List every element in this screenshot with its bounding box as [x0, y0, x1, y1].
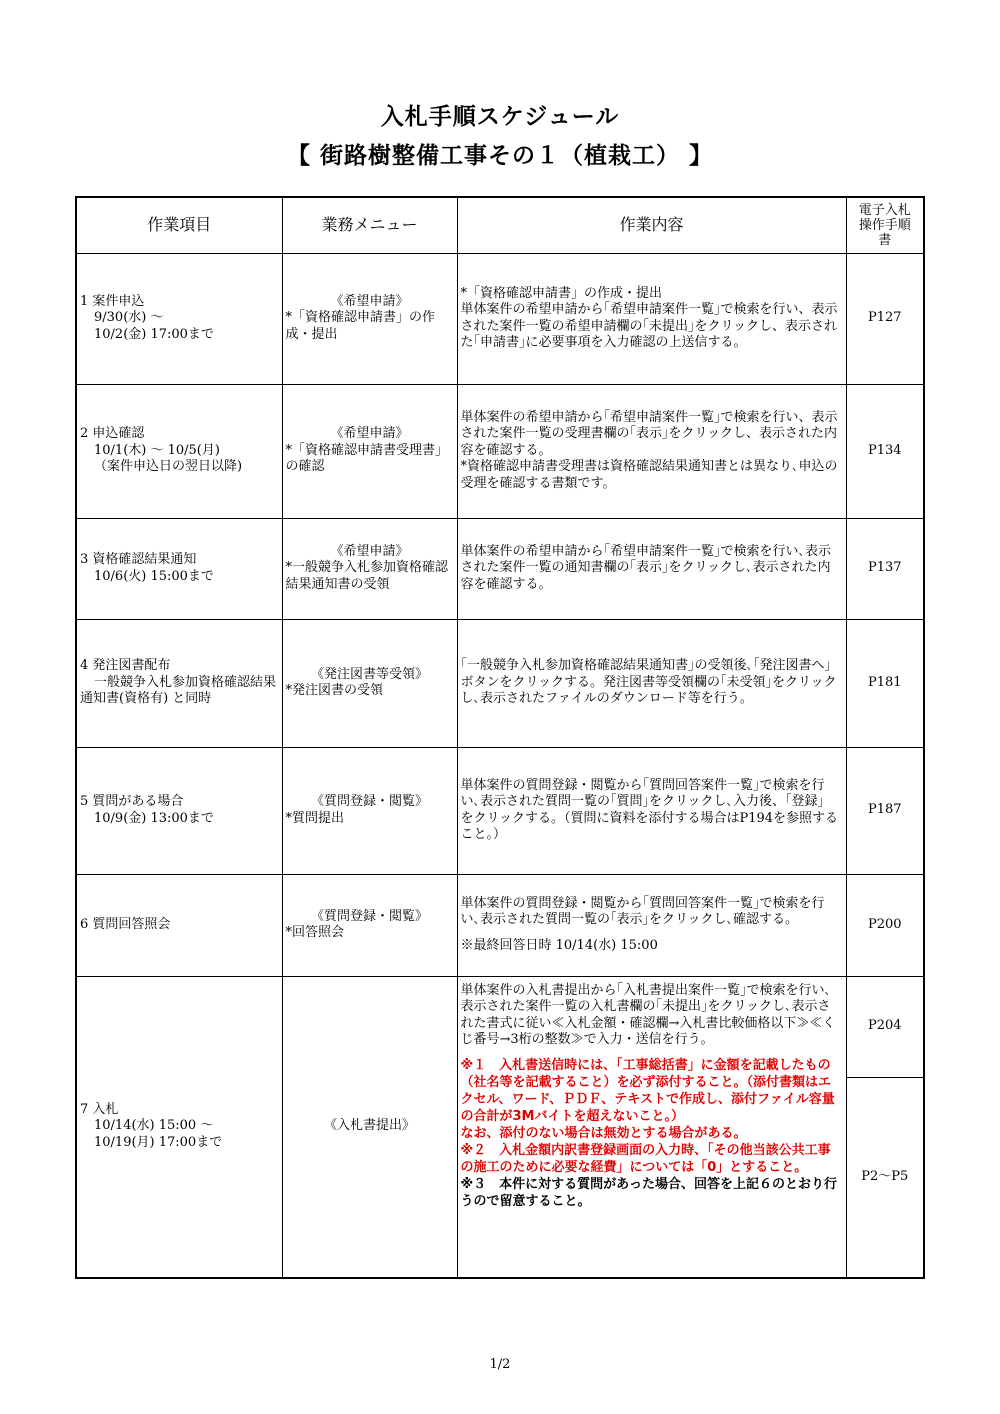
row1-item-date-end: 10/2(金) 17:00まで: [94, 326, 214, 342]
row1-content: [457, 253, 846, 384]
row2-content-note: *資格確認申請書受理書は資格確認結果通知書とは異なり､申込の受理を確認する書類です。: [460, 459, 838, 491]
row7-item-date-start: 10/14(水) 15:00 ～: [94, 1118, 214, 1134]
row5-manual-page: P187: [846, 747, 924, 874]
page-title: 入札手順スケジュール: [380, 104, 620, 130]
row6-menu: [282, 874, 457, 976]
row4-manual-page: P181: [846, 619, 924, 747]
row6-content-deadline: ※最終回答日時 10/14(水) 15:00: [460, 937, 658, 953]
row3-menu-name: 《希望申請》: [330, 543, 409, 559]
row7-content: [457, 976, 846, 1278]
row2-content: [457, 384, 846, 518]
header-item: 作業項目: [76, 197, 282, 253]
row5-item: [76, 747, 282, 874]
row1-item-date-start: 9/30(水) ～: [94, 310, 164, 326]
row7-item: [76, 976, 282, 1278]
row7-manual-page-main: P204: [847, 977, 924, 1078]
table-row: [76, 253, 924, 384]
row1-content-heading: *「資格確認申請書」の作成・提出: [460, 285, 663, 301]
row1-item: [76, 253, 282, 384]
row7-note1b: なお、添付のない場合は無効とする場合がある。: [460, 1125, 747, 1141]
row6-item: 6 質問回答照会: [76, 874, 282, 976]
header-manual-line1: 電子入札: [858, 202, 911, 218]
row4-item-title: 4 発注図書配布: [80, 658, 171, 674]
row5-content: 単体案件の質問登録・閲覧から｢質問回答案件一覧｣で検索を行い､表示された質問一覧の｢質問｣をクリックし､入力後、「登録」をクリックする。（質問に資料を添付する場合はP194を参照すること。）: [457, 747, 846, 874]
row7-item-date-end: 10/19(月) 17:00まで: [94, 1134, 223, 1150]
row3-content: 単体案件の希望申請から｢希望申請案件一覧｣で検索を行い､表示された案件一覧の通知書欄の｢表示｣をクリックし､表示された内容を確認する。: [457, 518, 846, 619]
row5-item-title: 5 質問がある場合: [80, 794, 184, 809]
row5-item-date: 10/9(金) 13:00まで: [94, 810, 214, 826]
row2-item-title: 2 申込確認: [80, 426, 145, 442]
row6-menu-detail: *回答照会: [285, 925, 345, 940]
row1-menu-name: 《希望申請》: [330, 293, 409, 309]
row6-content-body: 単体案件の質問登録・閲覧から｢質問回答案件一覧｣で検索を行い､表示された質問一覧の｢表示｣をクリックし､確認する。: [460, 895, 825, 928]
row1-content-body: 単体案件の希望申請から｢希望申請案件一覧｣で検索を行い、表示された案件一覧の希望申請欄の｢未提出｣をクリックし、表示された｢申請書｣に必要事項を入力確認の上送信する。: [460, 302, 838, 350]
row6-manual-page: P200: [846, 874, 924, 976]
header-manual-line2: 操作手順: [858, 217, 911, 233]
row7-menu: [282, 976, 457, 1278]
row5-menu: [282, 747, 457, 874]
row4-item: [76, 619, 282, 747]
header-manual: [846, 197, 924, 253]
row1-menu: [282, 253, 457, 384]
page-subtitle: 【 街路樹整備工事その１（植栽工） 】: [286, 143, 713, 169]
row1-menu-detail: *「資格確認申請書」の作成・提出: [285, 310, 436, 342]
row7-note3: ※３ 本件に対する質問があった場合、回答を上記６のとおり行うので留意すること。: [460, 1176, 838, 1209]
row3-menu-detail: *一般競争入札参加資格確認結果通知書の受領: [285, 560, 449, 592]
row3-menu: [282, 518, 457, 619]
row2-item-note: （案件申込日の翌日以降): [94, 459, 243, 475]
row2-menu-name: 《希望申請》: [330, 426, 409, 442]
row7-manual-page-notes: P2～P5: [861, 1168, 909, 1184]
row4-content: ｢一般競争入札参加資格確認結果通知書｣の受領後､｢発注図書へ｣ボタンをクリックする。発注図書等受領欄の｢未受領｣をクリックし､表示されたファイルのダウンロード等を行う。: [457, 619, 846, 747]
row7-note1: ※１ 入札書送信時には、「工事総括書」に金額を記載したもの（社名等を記載すること）を必ず添付すること。（添付書類はエクセル、ワード、ＰＤＦ、テキストで作成し、添付ファイル容量の合計が3Mバイトを超えないこと。）: [460, 1057, 835, 1124]
header-manual-line3: 書: [878, 232, 892, 248]
row2-content-body: 単体案件の希望申請から｢希望申請案件一覧｣で検索を行い、表示された案件一覧の受理書欄の｢表示｣をクリックし、表示された内容を確認する。: [460, 409, 838, 458]
table-row: [76, 384, 924, 518]
table-row: [76, 976, 924, 1278]
row3-item-date: 10/6(火) 15:00まで: [94, 568, 214, 584]
row4-menu: [282, 619, 457, 747]
row4-item-timing: 一般競争入札参加資格確認結果通知書(資格有) と同時: [80, 674, 277, 707]
table-row: [76, 747, 924, 874]
row5-menu-detail: *質問提出: [285, 810, 345, 826]
row2-item-dates: 10/1(木) ～ 10/5(月): [94, 442, 220, 458]
row1-manual-page: P127: [846, 253, 924, 384]
row2-menu-detail: *「資格確認申請書受理書」の確認: [285, 442, 449, 475]
header-content: 作業内容: [457, 197, 846, 253]
row6-menu-name: 《質問登録・閲覧》: [310, 908, 428, 924]
row3-item: [76, 518, 282, 619]
table-header-row: [76, 197, 924, 253]
row4-menu-name: 《発注図書等受領》: [310, 666, 428, 682]
table-row: [76, 619, 924, 747]
row3-manual-page: P137: [846, 518, 924, 619]
row2-manual-page: P134: [846, 384, 924, 518]
row7-item-title: 7 入札: [80, 1101, 119, 1117]
row2-item: [76, 384, 282, 518]
row6-content: [457, 874, 846, 976]
row7-note2: ※２ 入札金額内訳書登録画面の入力時、「その他当該公共工事の施工のために必要な経費」については「0」とすること。: [460, 1142, 831, 1175]
row5-menu-name: 《質問登録・閲覧》: [310, 794, 428, 809]
table-row: [76, 874, 924, 976]
row1-item-title: 1 案件申込: [80, 293, 145, 309]
row7-content-body: 単体案件の入札書提出から｢入札書提出案件一覧｣で検索を行い､表示された案件一覧の入札書欄の｢未提出｣をクリックし､表示された書式に従い≪入札金額・確認欄→入札書比較価格以下≫≪くじ番号→3桁の整数≫で入力・送信を行う。: [460, 982, 836, 1047]
row2-menu: [282, 384, 457, 518]
row4-menu-detail: *発注図書の受領: [285, 683, 384, 698]
page-number: 1/2: [489, 1357, 511, 1372]
row3-item-title: 3 資格確認結果通知: [80, 552, 197, 567]
row7-manual-pages: [846, 976, 924, 1278]
header-menu: 業務メニュー: [282, 197, 457, 253]
row7-menu-name: 《入札書提出》: [323, 1118, 415, 1134]
table-row: [76, 518, 924, 619]
schedule-table: [75, 196, 925, 1279]
